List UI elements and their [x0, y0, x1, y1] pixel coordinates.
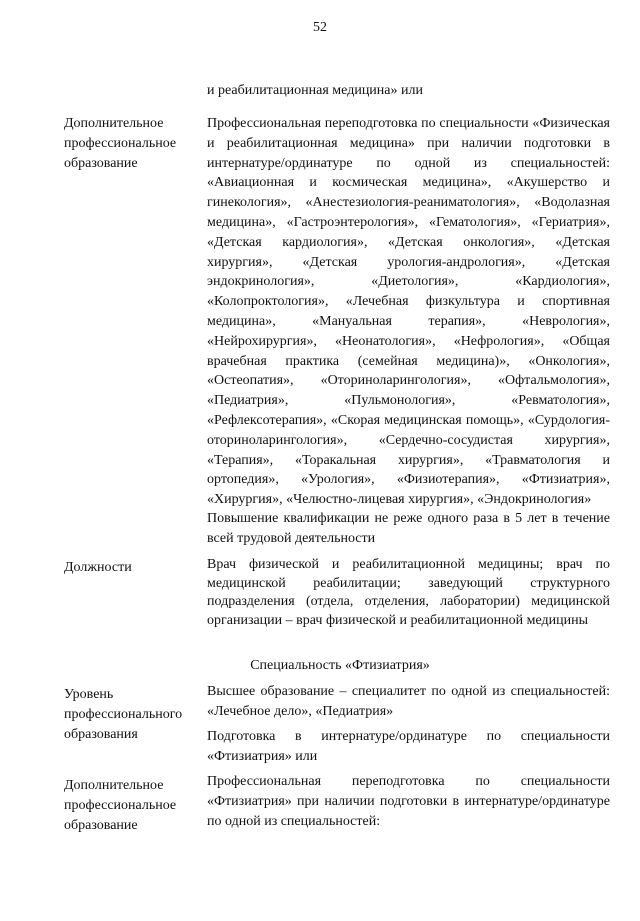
page-number: 52	[313, 20, 327, 35]
education-level-text: Высшее образование – специалитет по одной из специальностей: «Лечебное дело», «Педиатрия»	[207, 684, 610, 719]
internship-text: Подготовка в интернатуре/ординатуре по специальности «Фтизиатрия» или	[207, 729, 610, 764]
dpo-text-1: Профессиональная переподготовка по специальности «Физическая и реабилитационная медицина» при наличии подготовки в интернатуре/ординатуре по одной из специальностей: «Авиационная и космическая медицина», «Акушерство и гинекология», «Анестезиология-реаниматология», «Водолазная медицина», «Гастроэнтерология», «Гематология», «Гериатрия», «Детская кардиология», «Детская онкология», «Детская хирургия», «Детская урология-андрология», «Детская эндокринология», «Диетология», «Кардиология», «Колопроктология», «Лечебная физкультура и спортивная медицина», «Мануальная терапия», «Неврология», «Нейрохирургия», «Неонатология», «Нефрология», «Общая врачебная практика (семейная медицина)», «Онкология», «Остеопатия», «Оториноларингология», «Офтальмология», «Педиатрия», «Пульмонология», «Ревматология», «Рефлексотерапия», «Скорая медицинская помощь», «Сурдология-оториноларингология», «Сердечно-сосудистая хирургия», «Терапия», «Торакальная хирургия», «Травматология и ортопедия», «Урология», «Физиотерапия», «Фтизиатрия», «Хирургия», «Челюстно-лицевая хирургия», «Эндокринология»	[207, 116, 610, 508]
positions-text: Врач физической и реабилитационной медицины; врач по медицинской реабилитации; заведующий структурного подразделения (отдела, отделения, лаборатории) медицинской организации – врач физической и реабилитационной медицины	[207, 557, 610, 628]
dpo-text-2: Профессиональная переподготовка по специальности «Фтизиатрия» при наличии подготовки в интернатуре/ординатуре по одной из специальностей:	[207, 774, 610, 829]
dpo-label-1: Дополнительное профессиональное образование	[64, 116, 177, 171]
qualification-text: Повышение квалификации не реже одного раза в 5 лет в течение всей трудовой деятельности	[207, 511, 610, 546]
specialty-heading: Специальность «Фтизиатрия»	[250, 658, 430, 673]
positions-label: Должности	[64, 560, 132, 575]
education-level-label: Уровень профессионального образования	[64, 687, 183, 742]
carry-over-text: и реабилитационная медицина» или	[207, 83, 423, 98]
dpo-label-2: Дополнительное профессиональное образование	[64, 778, 177, 833]
